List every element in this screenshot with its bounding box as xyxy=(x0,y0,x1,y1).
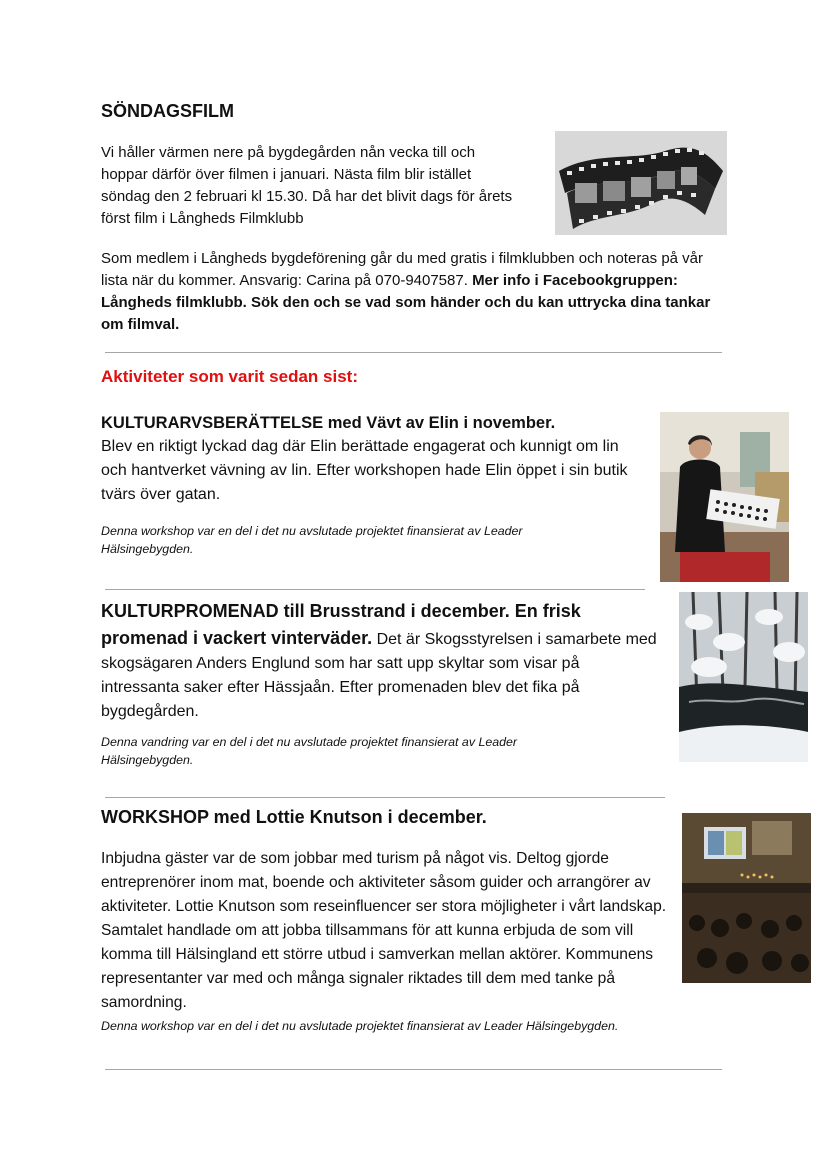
kulturarv-title xyxy=(101,411,646,435)
activities-heading: Aktiviteter som varit sedan sist: xyxy=(101,367,358,386)
promenad-section xyxy=(101,598,661,724)
film-paragraph-2 xyxy=(101,248,716,336)
film-title: SÖNDAGSFILM xyxy=(101,101,234,121)
weaving-photo xyxy=(660,412,789,582)
kulturarv-note: Denna workshop var en del i det nu avslutade projektet finansierat av Leader Hälsingebygden. xyxy=(101,524,523,556)
kulturarv-body: Blev en riktigt lyckad dag där Elin berättade engagerat och kunnigt om lin och hantverket vävning av lin. Efter workshopen hade Elin öppet i sin butik tvärs över gatan. xyxy=(101,438,628,503)
promenad-body: Det är Skogsstyrelsen i samarbete med skogsägaren Anders Englund som har satt upp skyltar som visar på intressanta saker efter Hässjaån. Efter promenaden blev det fika på bygdegården. xyxy=(101,631,657,720)
film-facebook-info: Mer info i Facebookgruppen: Långheds filmklubb. Sök den och se vad som händer och du kan uttrycka dina tankar om filmval. xyxy=(101,272,711,333)
promenad-text xyxy=(101,598,661,724)
workshop-body: Inbjudna gäster var de som jobbar med turism på något vis. Deltog gjorde entreprenörer inom mat, boende och aktiviteter såsom guider och arrangörer av aktiviteter. Lottie Knutson som reseinfluencer ser stora möjligheter i vårt landskap. Samtalet handlade om att jobba tillsammans för att kunna erbjuda de som vill komma till Hälsingland ett större utbud i samverkan mellan aktörer. Kommunens representanter var med och många signaler riktades till dem med tanke på samordning. xyxy=(101,850,667,1011)
divider xyxy=(105,589,645,590)
winter-forest-photo xyxy=(679,592,808,762)
film-paragraph-2-text: Som medlem i Långheds bygdeförening går du med gratis i filmklubben och noteras på vår lista när du kommer. Ansvarig: Carina på 070-9407587. xyxy=(101,250,704,289)
divider xyxy=(105,797,665,798)
divider xyxy=(105,1069,722,1070)
kulturarv-title-rest: med Vävt av Elin i november. xyxy=(323,414,556,432)
workshop-note: Denna workshop var en del i det nu avslutade projektet finansierat av Leader Hälsingebygden. xyxy=(101,1019,619,1033)
kulturarv-section xyxy=(101,411,646,507)
film-paragraph-1: Vi håller värmen nere på bygdegården nån vecka till och hoppar därför över filmen i januari. Nästa film blir istället söndag den 2 februari kl 15.30. Då har det blivit dags för årets först film i Långheds Filmklubb xyxy=(101,144,513,227)
promenad-title: KULTURPROMENAD till Brusstrand i december. En frisk promenad i vackert vinterväder. xyxy=(101,601,581,648)
promenad-note: Denna vandring var en del i det nu avslutade projektet finansierat av Leader Hälsingebygden. xyxy=(101,735,518,767)
divider xyxy=(105,352,722,353)
kulturarv-title-bold: KULTURARVSBERÄTTELSE xyxy=(101,414,324,432)
workshop-photo xyxy=(682,813,811,983)
film-strip-image xyxy=(555,131,727,235)
workshop-title: WORKSHOP med Lottie Knutson i december. xyxy=(101,807,487,827)
